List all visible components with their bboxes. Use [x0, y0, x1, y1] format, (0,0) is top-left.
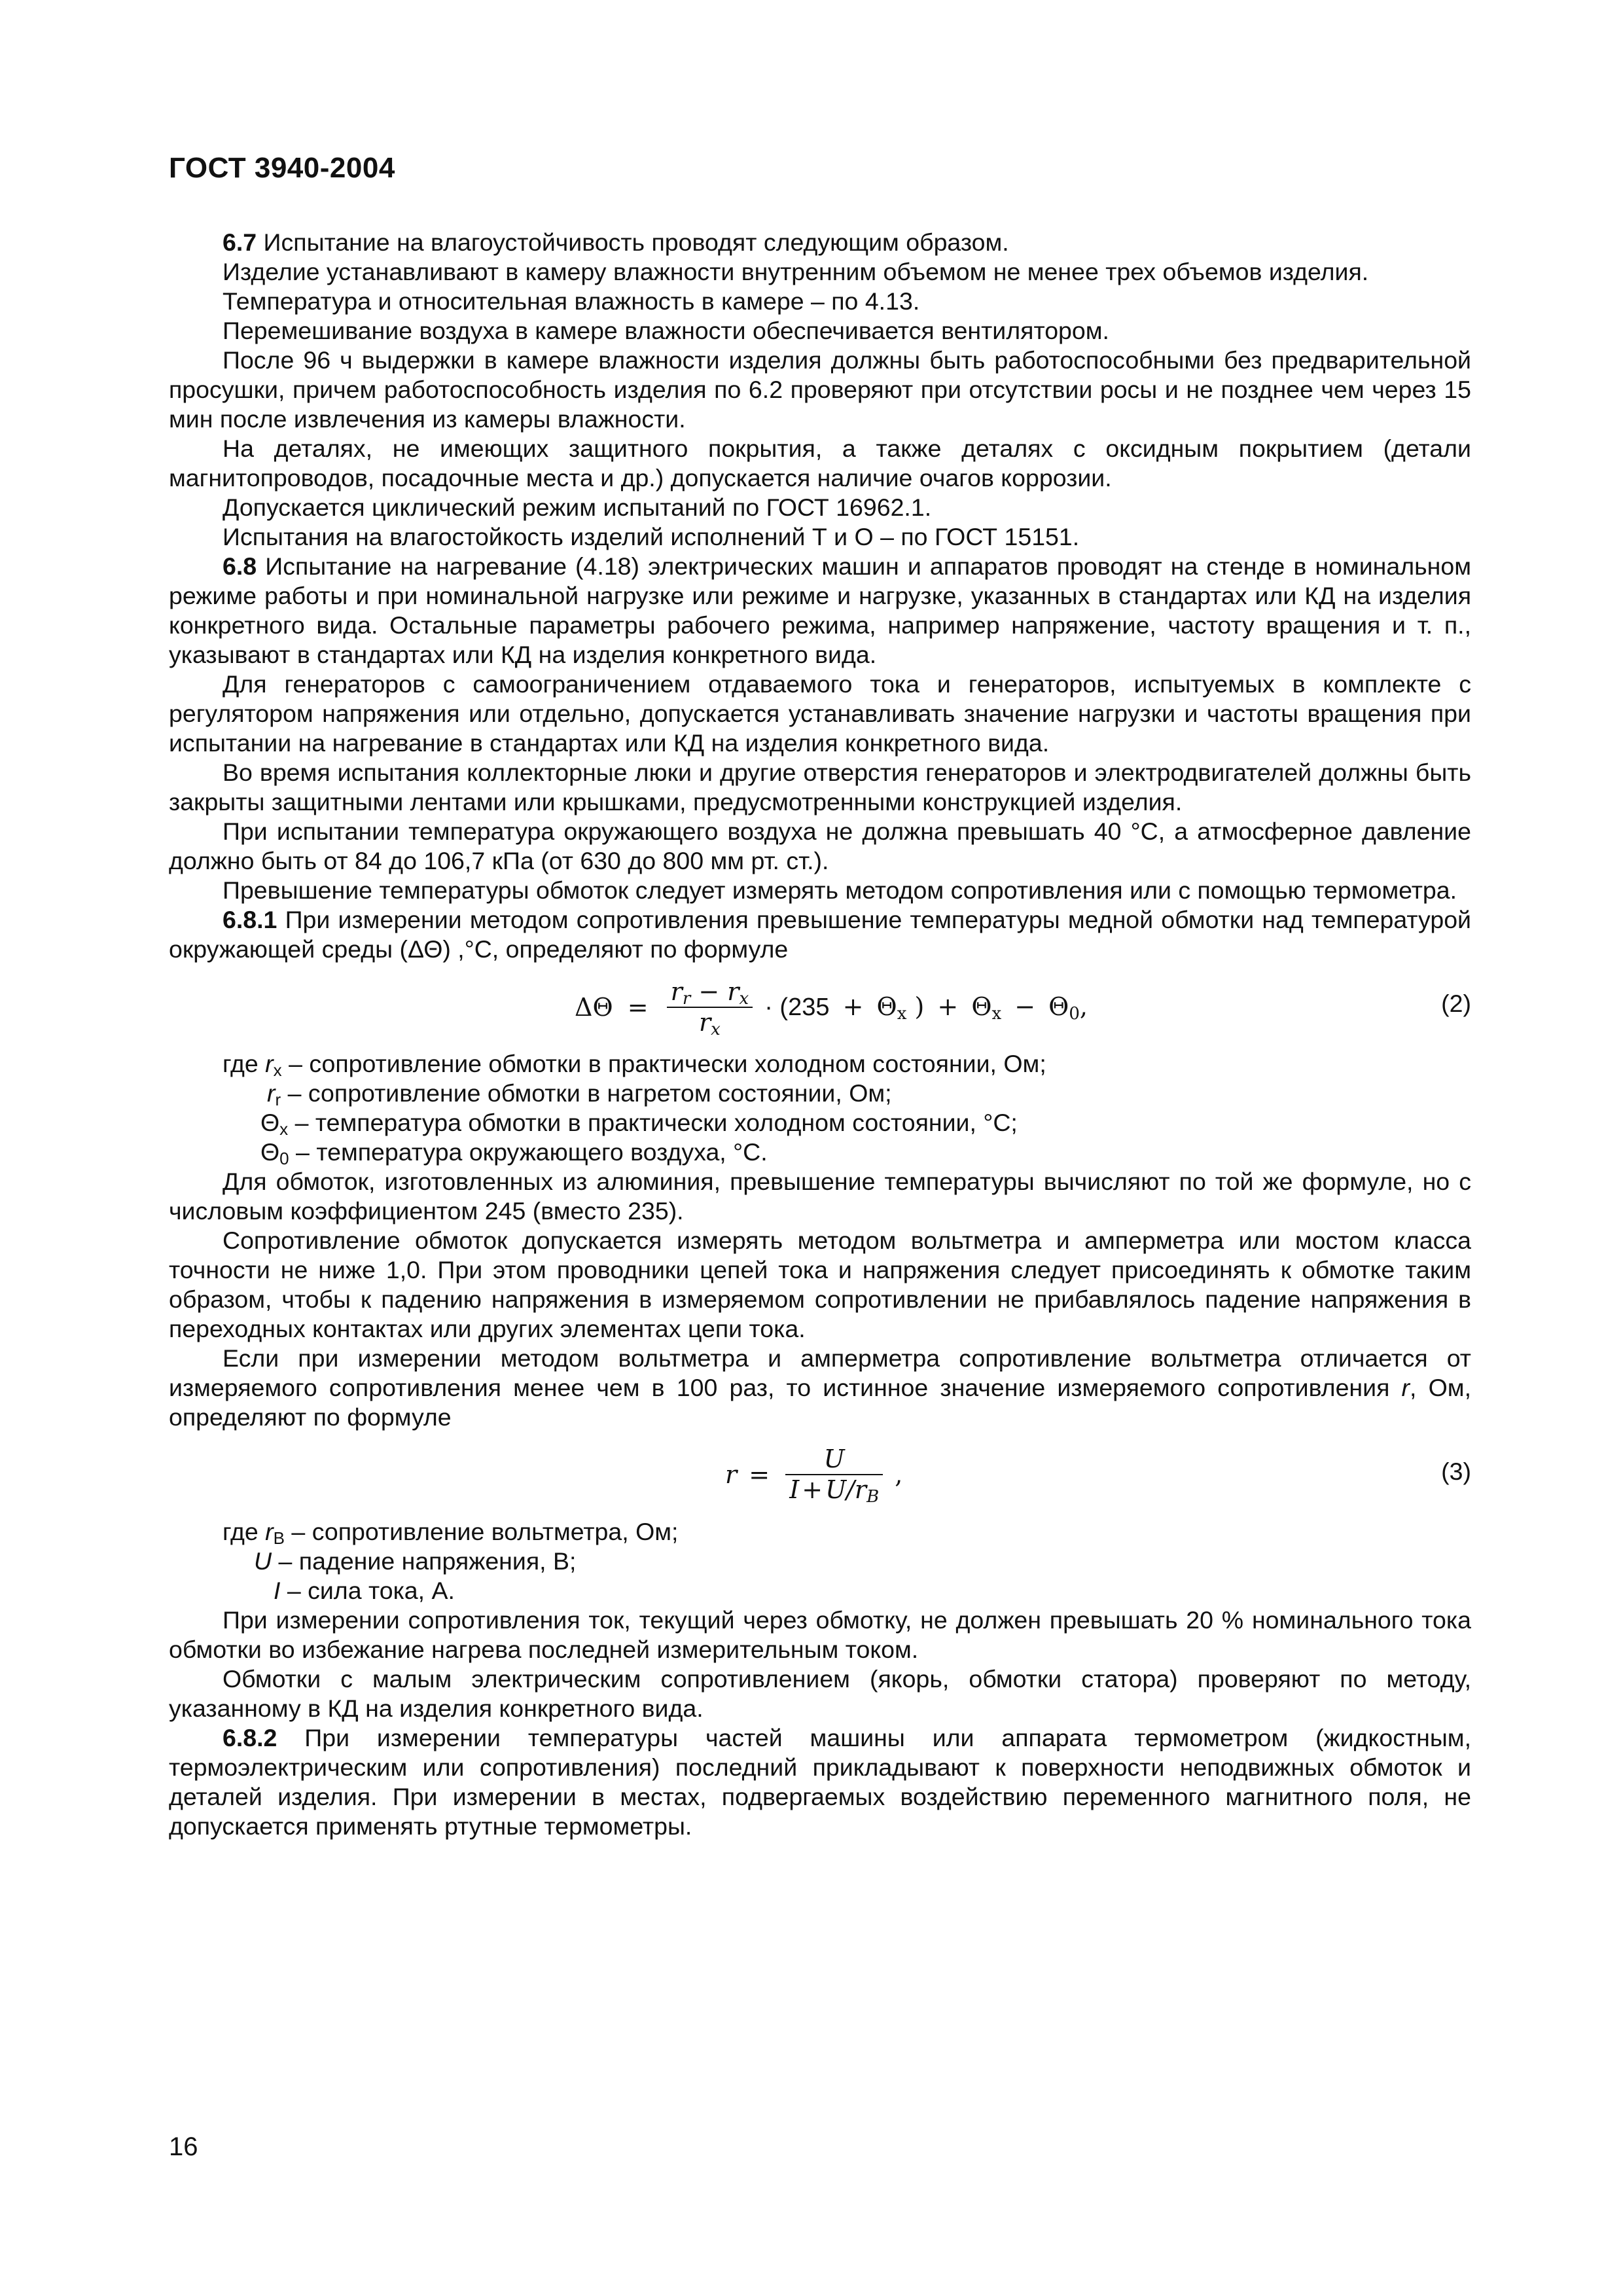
formula-number: (2) — [1441, 990, 1471, 1017]
paragraph: После 96 ч выдержки в камере влажности изделия должны быть работоспособными без предварительной просушки, причем работоспособность изделия по 6.2 проверяют при отсутствии росы и не позднее чем через 15 мин после извлечения из камеры влажности. — [169, 346, 1471, 433]
formula-3-legend — [169, 1517, 1471, 1605]
legend-item: I – сила тока, А. — [274, 1577, 455, 1604]
paragraph: Для генераторов с самоограничением отдаваемого тока и генераторов, испытуемых в комплекте с регулятором напряжения или отдельно, допускается устанавливать значение нагрузки и частоты вращения при испытании на нагревание в стандартах или КД на изделия конкретного вида. — [169, 670, 1471, 757]
equals-sign: = — [749, 1460, 770, 1489]
fraction-denominator: $I + U/r_B$ — [789, 1475, 880, 1507]
paragraph: На деталях, не имеющих защитного покрытия, а также деталях с оксидным покрытием (детали магнитопроводов, посадочные места и др.) допускается наличие очагов коррозии. — [169, 435, 1471, 492]
clause-number: 6.8.2 — [223, 1724, 277, 1751]
fraction-denominator: $r_x$ — [698, 1007, 721, 1039]
paragraph-text: Испытание на влагоустойчивость проводят следующим образом. — [257, 228, 1009, 256]
document-body — [169, 228, 1471, 1841]
formula-number: (3) — [1441, 1458, 1471, 1485]
paragraph: При испытании температура окружающего воздуха не должна превышать 40 °С, а атмосферное давление должно быть от 84 до 106,7 кПа (от 630 до 800 мм рт. ст.). — [169, 817, 1471, 874]
formula-2-legend — [169, 1049, 1471, 1167]
paragraph: Обмотки с малым электрическим сопротивлением (якорь, обмотки статора) проверяют по методу, указанному в КД на изделия конкретного вида. — [169, 1665, 1471, 1722]
formula-3-expression: r = $\frac{U}{I + U/r_B}$ , — [725, 1444, 903, 1507]
paragraph-6-8-1 — [169, 905, 1471, 964]
legend-item: U – падение напряжения, В; — [254, 1547, 577, 1575]
fraction — [667, 977, 753, 1037]
document-code-header: ГОСТ 3940-2004 — [169, 152, 395, 184]
legend-item: где $r_B$ – сопротивление вольтметра, Ом; — [223, 1518, 679, 1548]
paragraph-6-7 — [169, 228, 1471, 257]
paragraph: Перемешивание воздуха в камере влажности обеспечивается вентилятором. — [223, 317, 1109, 344]
paragraph: Сопротивление обмоток допускается измерять методом вольтметра и амперметра или мостом класса точности не ниже 1,0. При этом проводники цепей тока и напряжения следует присоединять к обмотке таким образом, чтобы к падению напряжения в измеряемом сопротивлении не прибавлялось падение напряжения в переходных контактах или других элементах цепи тока. — [169, 1227, 1471, 1342]
paragraph-text: При измерении методом сопротивления превышение температуры медной обмотки над температурой окружающей среды (ΔΘ) ,°С, определяют по формуле — [169, 906, 1471, 963]
paragraph: Изделие устанавливают в камеру влажности внутренним объемом не менее трех объемов изделия. — [223, 258, 1369, 285]
formula-2-expression — [575, 964, 1088, 1049]
paragraph: При измерении сопротивления ток, текущий через обмотку, не должен превышать 20 % номинального тока обмотки во избежание нагрева последней измерительным током. — [169, 1606, 1471, 1663]
legend-item: $\Theta_x$ – температура обмотки в практически холодном состоянии, °С; — [260, 1109, 1018, 1139]
paragraph: Во время испытания коллекторные люки и другие отверстия генераторов и электродвигателей должны быть закрыты защитными лентами или крышками, предусмотренными конструкцией изделия. — [169, 759, 1471, 816]
paragraph: Испытания на влагостойкость изделий исполнений Т и О – по ГОСТ 15151. — [223, 523, 1080, 550]
formula-3 — [169, 1432, 1471, 1517]
clause-number: 6.7 — [223, 228, 257, 256]
formula-lhs: r — [725, 1460, 738, 1489]
paragraph: Допускается циклический режим испытаний по ГОСТ 16962.1. — [223, 493, 932, 521]
paragraph-6-8 — [169, 552, 1471, 670]
fraction-numerator: U — [785, 1444, 883, 1475]
paragraph-text: Испытание на нагревание (4.18) электрических машин и аппаратов проводят на стенде в номинальном режиме работы и при номинальной нагрузке или режиме и нагрузке, указанных в стандартах или КД на изделия конкретного вида. Остальные параметры рабочего режима, например напряжение, частоту вращения и т. п., указывают в стандартах или КД на изделия конкретного вида. — [169, 552, 1471, 668]
page-number: 16 — [169, 2132, 198, 2161]
paragraph-text: При измерении температуры частей машины или аппарата термометром (жидкостным, термоэлектрическим или сопротивления) последний прикладывают к поверхности неподвижных обмоток и деталей изделия. При измерении в местах, подвергаемых воздействию переменного магнитного поля, не допускается применять ртутные термометры. — [169, 1724, 1471, 1840]
paragraph: Для обмоток, изготовленных из алюминия, превышение температуры вычисляют по той же формуле, но с числовым коэффициентом 245 (вместо 235). — [169, 1168, 1471, 1225]
formula-2 — [169, 964, 1471, 1049]
formula-tail: · ($235 + \Theta_x$ ) + $\Theta_x - \Theta_0$, — [764, 992, 1088, 1024]
clause-number: 6.8.1 — [223, 906, 277, 933]
paragraph: Температура и относительная влажность в камере – по 4.13. — [223, 287, 920, 315]
clause-number: 6.8 — [223, 552, 257, 580]
paragraph: Если при измерении методом вольтметра и амперметра сопротивление вольтметра отличается от измеряемого сопротивления менее чем в 100 раз, то истинное значение измеряемого сопротивления r, Ом, определяют по формуле — [169, 1344, 1471, 1431]
fraction — [785, 1444, 883, 1505]
paragraph: Превышение температуры обмоток следует измерять методом сопротивления или с помощью термометра. — [223, 876, 1457, 904]
fraction-numerator: $r_r - r_x$ — [667, 977, 753, 1008]
formula-lhs: ΔΘ — [575, 992, 613, 1022]
equals-sign: = — [627, 992, 649, 1022]
legend-item: где $r_x$ – сопротивление обмотки в практически холодном состоянии, Ом; — [223, 1050, 1046, 1080]
paragraph-6-8-2 — [169, 1723, 1471, 1841]
legend-item: $r_r$ – сопротивление обмотки в нагретом состоянии, Ом; — [267, 1079, 892, 1109]
legend-item: $\Theta_0$ – температура окружающего воздуха, °С. — [260, 1138, 768, 1168]
